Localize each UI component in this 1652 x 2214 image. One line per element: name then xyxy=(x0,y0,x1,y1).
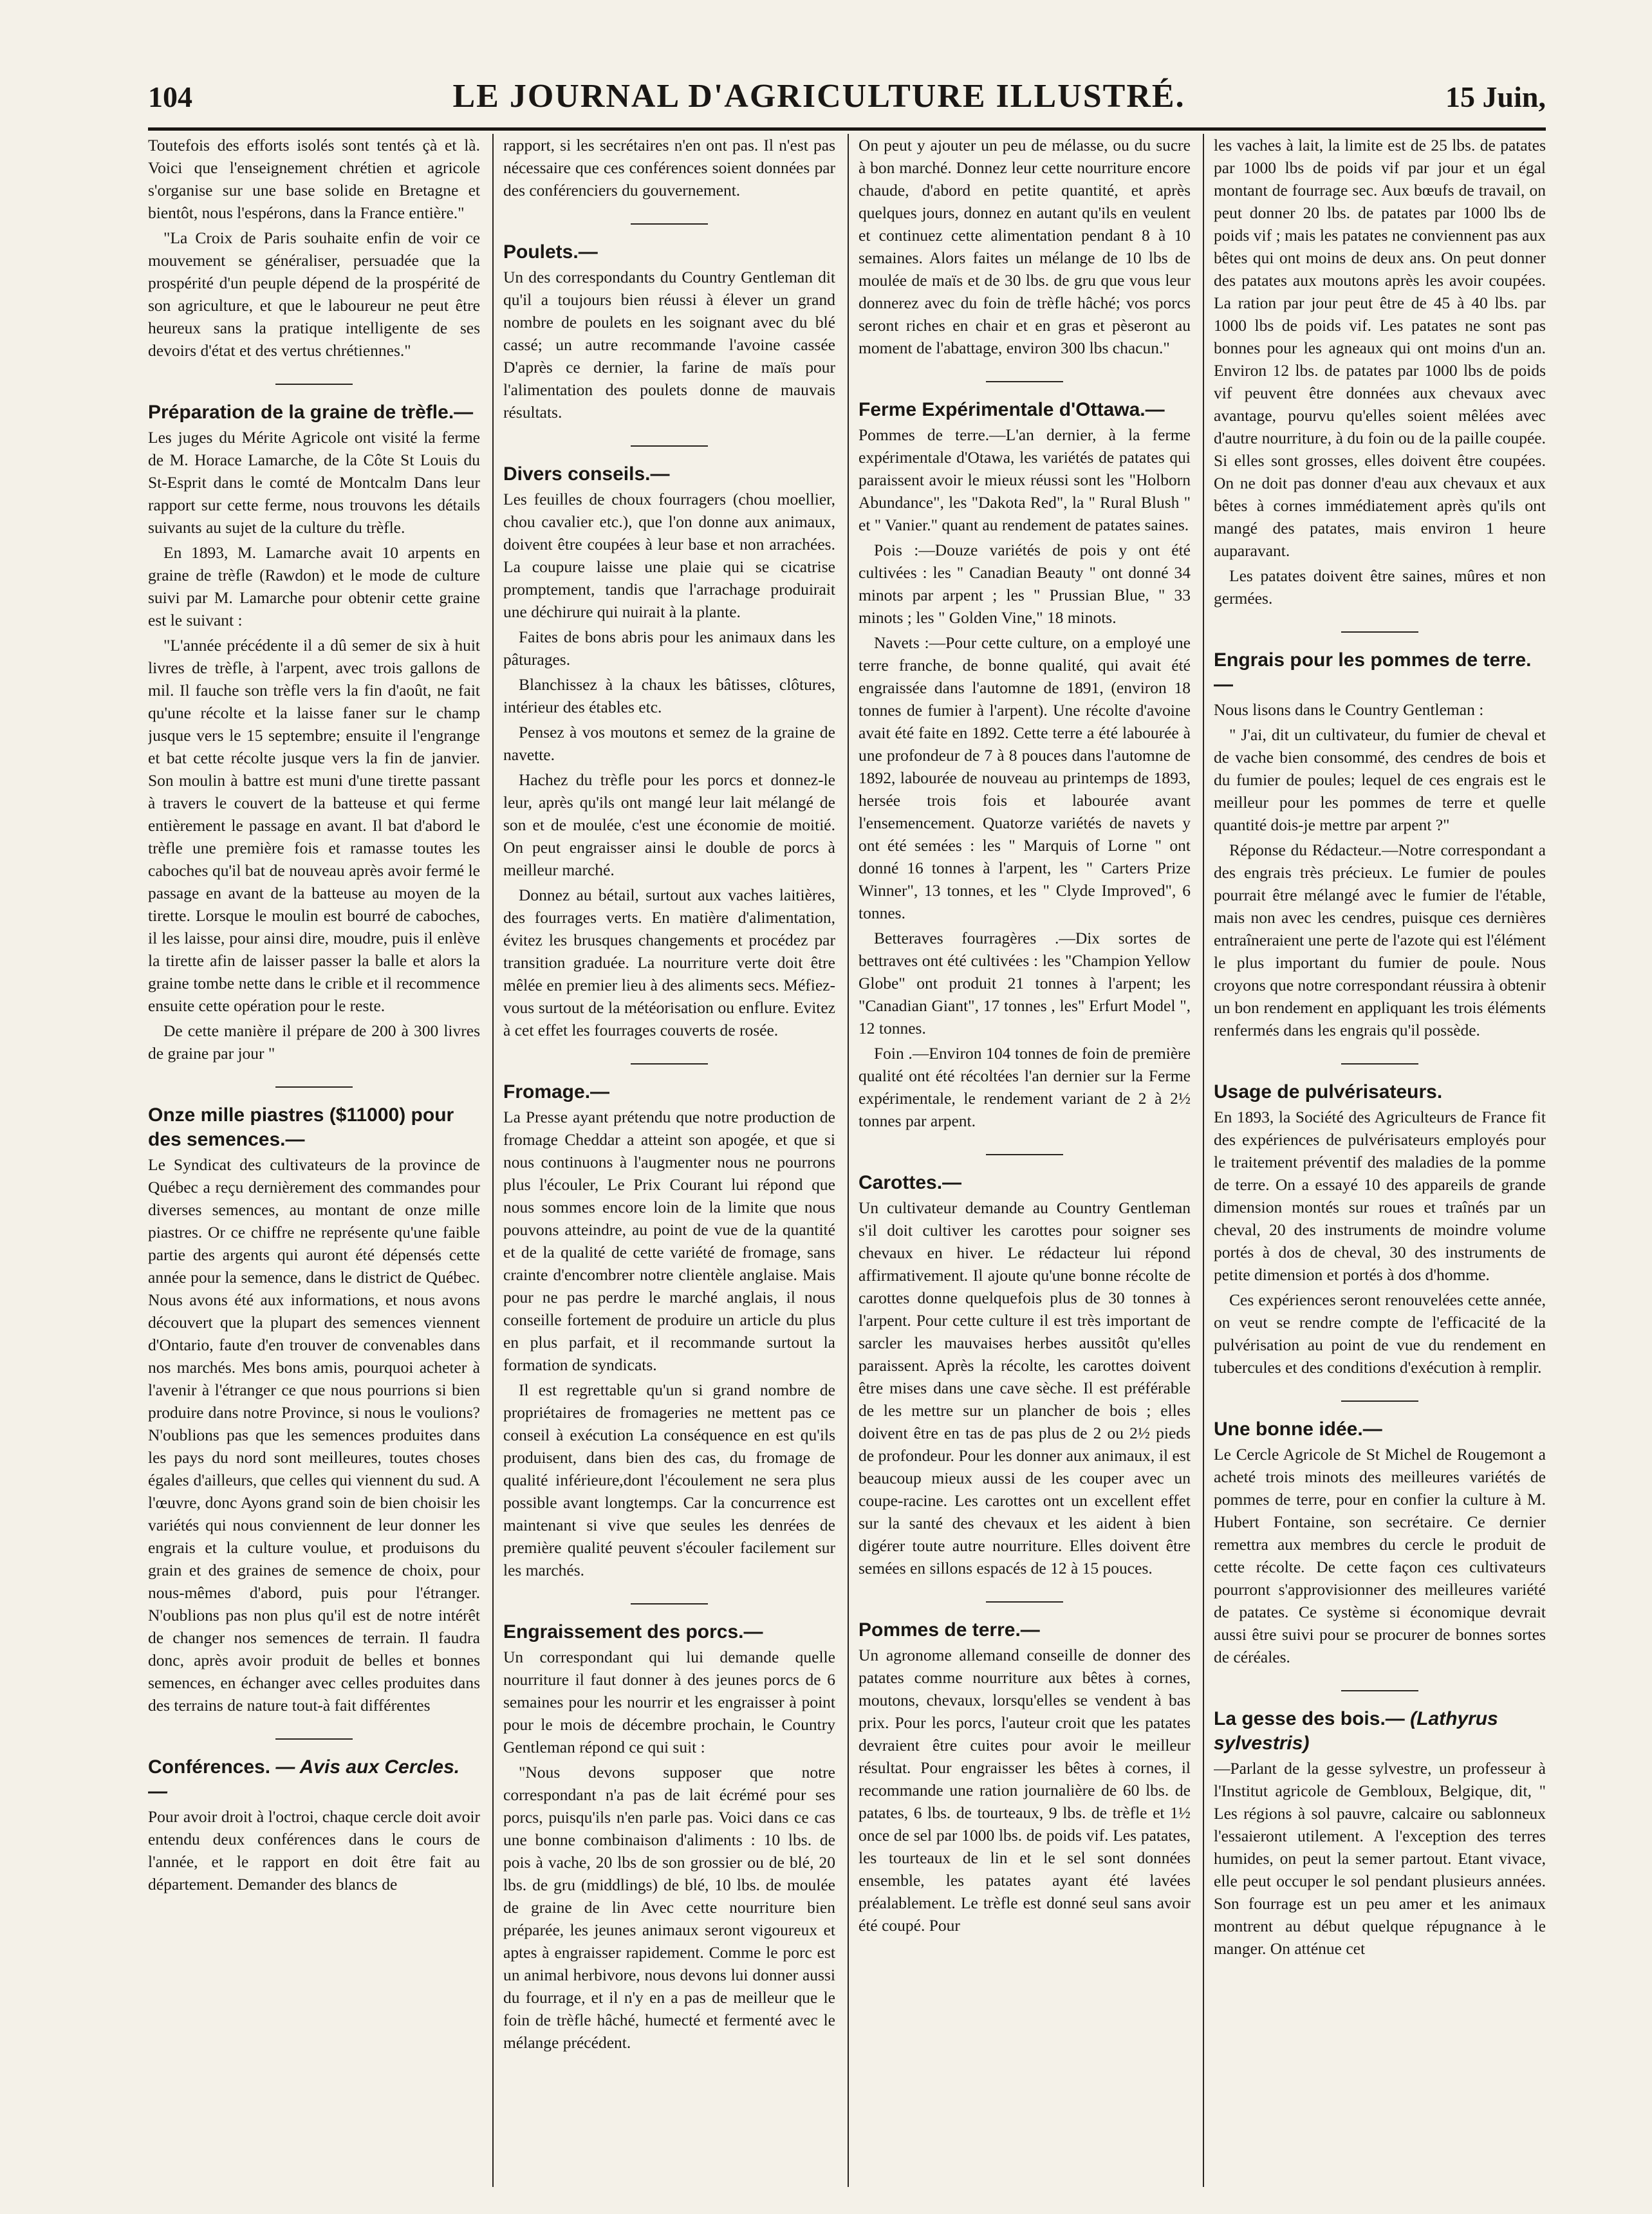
paragraph: "La Croix de Paris souhaite enfin de voir ce mouvement se généraliser, persuadée que la prospérité d'un peuple dépend de la prospérité de son agriculture, et que le laboureur ne peut être heureux sans la pratique intelligente de ses devoirs d'état et des vertus chrétiennes." xyxy=(148,228,480,360)
paragraph: les vaches à lait, la limite est de 25 lbs. de patates par 1000 lbs de poids vif par jour et un égal montant de fourrage sec. Aux bœufs de travail, on peut donner 20 lbs. de patates par 1000 lbs de poids vif ; mais les patates ne conviennent pas aux bêtes qui ont moins de deux ans. On peut donner des patates aux moutons après les avoir coupées. La ration par jour peut être de 45 à 40 lbs. par 1000 lbs de poids vif. Les patates ne sont pas bonnes pour les agneaux qui ont moins d'un an. Environ 12 lbs. de patates par 1000 lbs de poids vif peuvent être données aux chevaux avec avantage, pourvu qu'elles soient mêlées avec d'autre nourriture, à du foin ou de la paille coupée. Si elles sont grosses, elles doivent être coupées. On ne doit pas donner d'eau aux chevaux et aux bêtes à cornes immédiatement après qu'ils ont mangé des patates, mais environ 1 heure auparavant. xyxy=(1214,136,1546,560)
paragraph: De cette manière il prépare de 200 à 300 livres de graine par jour " xyxy=(148,1021,480,1063)
column-4 xyxy=(1214,134,1546,2187)
paragraph: Pensez à vos moutons et semez de la graine de navette. xyxy=(503,723,835,764)
heading-divers-conseils: Divers conseils.— xyxy=(503,463,670,485)
heading-conferences xyxy=(148,1755,480,1804)
paragraph: Hachez du trèfle pour les porcs et donnez-le leur, après qu'ils ont mangé leur lait mélangé de son et de moulée, c'est une économie de moitié. On peut engraisser ainsi le double de porcs à meilleur marché. xyxy=(503,770,835,879)
paragraph: Foin .—Environ 104 tonnes de foin de première qualité ont été récoltées l'an dernier sur la Ferme expérimentale, le rendement variant de 2 à 2½ tonnes par arpent. xyxy=(858,1044,1191,1130)
column-2 xyxy=(503,134,835,2187)
paragraph: Ces expériences seront renouvelées cette année, on veut se rendre compte de l'efficacité de la pulvérisation au point de vue du rendement en tubercules et des conditions d'exécution à remplir. xyxy=(1214,1290,1546,1377)
paragraph: Un des correspondants du Country Gentleman dit qu'il a toujours bien réussi à élever un grand nombre de poulets en les soignant avec du blé cassé; un autre recommande l'avoine cassée D'après ce dernier, la farine de maïs pour l'alimentation des poulets donne de mauvais résultats. xyxy=(503,268,835,422)
section-separator xyxy=(1341,1690,1418,1691)
paragraph: Nous lisons dans le Country Gentleman : xyxy=(1214,700,1484,719)
section-separator xyxy=(1341,631,1418,633)
paragraph: " J'ai, dit un cultivateur, du fumier de cheval et de vache bien consommé, des cendres de bois et du fumier de poules; lequel de ces engrais est le meilleur pour les pommes de terre et quelle quantité dois-je mettre par arpent ?" xyxy=(1214,725,1546,834)
section-separator xyxy=(986,1154,1063,1155)
article-columns xyxy=(148,134,1546,2187)
paragraph: Pois :—Douze variétés de pois y ont été cultivées : les " Canadian Beauty " ont donné 34 minots par arpent ; les " Prussian Blue, " 33 minots ; les " Golden Vine," 18 minots. xyxy=(858,541,1191,627)
heading-gesse-title: La gesse des bois.— xyxy=(1214,1708,1405,1729)
section-separator xyxy=(1341,1400,1418,1402)
page-number: 104 xyxy=(148,80,192,113)
paragraph: Blanchissez à la chaux les bâtisses, clôtures, intérieur des étables etc. xyxy=(503,675,835,716)
paragraph: Pommes de terre.—L'an dernier, à la ferme expérimentale d'Otawa, les variétés de patates qui paraissent avoir le mieux réussi sont les "Holborn Abundance", les "Dakota Red", la " Rural Blush " et " Vanier." quant au rendement de patates saines. xyxy=(858,425,1191,534)
section-separator xyxy=(986,381,1063,382)
heading-gesse-latin: (Lathyrus sylvestris) xyxy=(1214,1708,1498,1754)
heading-onze-mille-piastres: Onze mille piastres ($11000) pour des semences.— xyxy=(148,1104,454,1150)
issue-date: 15 Juin, xyxy=(1445,80,1546,113)
heading-poulets: Poulets.— xyxy=(503,241,598,263)
paragraph: Les patates doivent être saines, mûres et non germées. xyxy=(1214,566,1546,608)
heading-conferences-title: Conférences. xyxy=(148,1756,271,1778)
column-divider xyxy=(492,134,494,2187)
column-3 xyxy=(858,134,1191,2187)
paragraph: Réponse du Rédacteur.—Notre correspondant a des engrais très précieux. Le fumier de poules pourrait être mélangé avec le fumier de l'étable, mais non avec les cendres, puisque ces dernières entraîneraient une perte de l'azote qui est l'élément le plus important du fumier de poule. Nous croyons que notre correspondant réussira à obtenir un bon rendement en appliquant les trois éléments renfermés dans les engrais qu'il possède. xyxy=(1214,841,1546,1039)
section-separator xyxy=(631,223,708,225)
column-divider xyxy=(1203,134,1204,2187)
paragraph: Un agronome allemand conseille de donner des patates comme nourriture aux bêtes à cornes, moutons, chevaux, lorsqu'elles se vendent à bas prix. Pour les porcs, l'auteur croit que les patates devraient être cuites pour avoir le meilleur résultat. Pour engraisser les bêtes à cornes, il recommande une ration journalière de 60 lbs. de patates, 6 lbs. de tourteaux, 9 lbs. de trèfle et 1½ once de sel par 1000 lbs. de poids vif. Les patates, les tourteaux de lin et le sel sont données ensemble, les patates ayant été lavées préalablement. Le trèfle est donné seul sans avoir été coupé. Pour xyxy=(858,1646,1191,1935)
paragraph: La Presse ayant prétendu que notre production de fromage Cheddar a atteint son apogée, et que si nous continuons à l'augmenter nous ne pourrons plus l'écouler, Le Prix Courant lui répond que nous sommes encore loin de la limite que nous pouvons atteindre, au point de vue de la quantité et de la qualité de cette variété de fromage, sans crainte d'encombrer notre clientèle anglaise. Mais pour ne pas perdre le marché anglais, il nous conseille fortement de produire un article du plus en plus parfait, et il recommande surtout la formation de syndicats. xyxy=(503,1108,835,1374)
heading-ferme-experimentale: Ferme Expérimentale d'Ottawa.— xyxy=(858,399,1165,420)
paragraph: Betteraves fourragères .—Dix sortes de bettraves ont été cultivées : les "Champion Yellow Globe" ont produit 21 tonnes à l'arpent; les "Canadian Giant", 17 tonnes , les" Erfurt Model ", 12 tonnes. xyxy=(858,929,1191,1037)
section-separator xyxy=(275,1738,353,1740)
heading-carottes: Carottes.— xyxy=(858,1172,962,1193)
paragraph: On peut y ajouter un peu de mélasse, ou du sucre à bon marché. Donnez leur cette nourriture encore chaude, d'abord en petite quantité, et après quelques jours, donnez en autant qu'ils en veulent et continuez cette alimentation pendant 8 à 10 semaines. Alors faites un mélange de 10 lbs de moulée de maïs et de 30 lbs. de gru que vous leur donnerez avec du foin de trèfle hâché; vos porcs seront riches en chair et en gras et pèseront au moment de l'abattage, environ 300 lbs chacun." xyxy=(858,136,1191,357)
paragraph: "L'année précédente il a dû semer de six à huit livres de trèfle, à l'arpent, avec trois gallons de mil. Il fauche son trèfle vers la fin d'août, ne fait qu'une récolte et la laisse faner sur le champ jusque vers le 15 septembre; ensuite il l'engrange et bat cette récolte jusque vers la fin de janvier. Son moulin à battre est muni d'une tirette passant à travers le couvert de la batteuse et qui ferme entièrement le passage en avant. Il bat d'abord le trèfle une première fois et ramasse toutes les caboches qu'il bat de nouveau après avoir fermé le passage en avant de la batteuse au moyen de la tirette. Lorsque le moulin est bourré de caboches, il les laisse, pour ainsi dire, moudre, puis il enlève la tirette afin de laisser passer la balle et alors la graine tombe nette dans le crible et il recommence ensuite cette opération pour le reste. xyxy=(148,636,480,1015)
section-separator xyxy=(631,1603,708,1605)
paragraph: rapport, si les secrétaires n'en ont pas. Il n'est pas nécessaire que ces conférences soient données par des conférenciers du gouvernement. xyxy=(503,136,835,200)
paragraph: "Nous devons supposer que notre correspondant n'a pas de lait écrémé pour ses porcs, puisqu'ils n'en parle pas. Voici dans ce cas une bonne combinaison d'aliments : 10 lbs. de pois à vache, 20 lbs de son grossier ou de blé, 20 lbs. de gru (middlings) de blé, 10 lbs. de moulée de graine de lin Avec cette nourriture bien préparée, les jeunes animaux seront vigoureux et aptes à engraisser rapidement. Comme le porc est un animal herbivore, nous devons lui donner aussi du fourrage, et il n'y en a pas de meilleur que le foin de trèfle hâché, humecté et fermenté avec le mélange précédent. xyxy=(503,1763,835,2052)
heading-gesse-des-bois xyxy=(1214,1707,1546,1756)
heading-graine-trefle: Préparation de la graine de trèfle.— xyxy=(148,402,474,423)
paragraph: —Parlant de la gesse sylvestre, un professeur à l'Institut agricole de Gembloux, Belgique, dit, " Les régions à sol pauvre, calcaire ou sablonneux l'essaieront utilement. A l'exception des terres humides, on peut la semer partout. Etant vivace, elle peut occuper le sol pendant plusieurs années. Son fourrage est un peu amer et les animaux montrent au début quelque répugnance à le manger. On atténue cet xyxy=(1214,1759,1546,1958)
paragraph: Toutefois des efforts isolés sont tentés çà et là. Voici que l'enseignement chrétien et agricole s'organise sur une base solide en Bretagne et bientôt, nous l'espérons, dans la France entière." xyxy=(148,136,480,222)
journal-title: LE JOURNAL D'AGRICULTURE ILLUSTRÉ. xyxy=(452,78,1185,115)
paragraph: Les juges du Mérite Agricole ont visité la ferme de M. Horace Lamarche, de la Côte St Louis du St-Esprit dans le comté de Montcalm Dans leur rapport sur cette ferme, nous trouvons les détails suivants au sujet de la culture du trèfle. xyxy=(148,428,480,537)
heading-engraissement-porcs: Engraissement des porcs.— xyxy=(503,1621,763,1642)
section-separator xyxy=(631,1063,708,1065)
section-separator xyxy=(631,445,708,447)
paragraph: Un cultivateur demande au Country Gentleman s'il doit cultiver les carottes pour soigner ses chevaux en hiver. Le rédacteur lui répond affirmativement. Il ajoute qu'une bonne récolte de carottes donne quelquefois plus de 30 tonnes à l'arpent. Pour cette culture il est très important de sarcler les mauvaises herbes aussitôt qu'elles paraissent. Après la récolte, les carottes doivent être mises dans une cave sèche. Il est préférable de les mettre sur un plancher de bois ; elles doivent être en tas de pas plus de 2 ou 2½ pieds de profondeur. Pour les donner aux animaux, il est beaucoup mieux aussi de les couper avec un coupe-racine. Les carottes ont un excellent effet sur la santé des chevaux et les aident à bien digérer toute autre nourriture. Elles doivent être semées en sillons espacés de 12 à 15 pouces. xyxy=(858,1198,1191,1577)
paragraph: Il est regrettable qu'un si grand nombre de propriétaires de fromageries ne mettent pas ce conseil à exécution La conséquence en est qu'ils produisent, dans bien des cas, du fromage de qualité inférieure,dont l'écoulement ne sera plus possible avant longtemps. Car la concurrence est maintenant si vive que seules les denrées de première qualité peuvent s'écouler facilement sur les marchés. xyxy=(503,1381,835,1579)
section-separator xyxy=(1341,1063,1418,1065)
paragraph: En 1893, M. Lamarche avait 10 arpents en graine de trèfle (Rawdon) et le mode de culture suivi par M. Lamarche pour obtenir cette graine est le suivant : xyxy=(148,543,480,629)
heading-bonne-idee: Une bonne idée.— xyxy=(1214,1419,1382,1440)
section-separator xyxy=(275,384,353,385)
header-rule xyxy=(148,127,1546,131)
paragraph: Pour avoir droit à l'octroi, chaque cercle doit avoir entendu deux conférences dans le cours de l'année, et le rapport en doit être fait au département. Demander des blancs de xyxy=(148,1807,480,1893)
heading-conferences-sub: — Avis aux Cercles. — xyxy=(148,1756,460,1802)
paragraph: Navets :—Pour cette culture, on a employé une terre franche, de bonne qualité, qui avait été engraissée dans l'automne de 1891, (environ 18 tonnes de fumier à l'arpent). Une récolte d'avoine avait été faite en 1892. Cette terre a été labourée à une profondeur de 7 à 8 pouces dans l'automne de 1892, labourée de nouveau au printemps de 1893, hersée trois fois et labourée avant l'ensemencement. Quatorze variétés de navets y ont été semées : les " Marquis of Lorne " ont donné 16 tonnes à l'arpent, les " Carters Prize Winner", 13 tonnes, et les " Clyde Improved", 6 tonnes. xyxy=(858,633,1191,922)
heading-engrais-pommes: Engrais pour les pommes de terre.— xyxy=(1214,649,1532,695)
section-separator xyxy=(275,1086,353,1088)
page-header xyxy=(148,77,1546,122)
paragraph: Le Syndicat des cultivateurs de la province de Québec a reçu dernièrement des commandes pour diverses semences, au montant de onze mille piastres. Or ce chiffre ne représente qu'une faible partie des argents qui auront été dépensés cette année pour la semence, dans le district de Québec. Nous avons été aux informations, et nous avons découvert que la plupart des semences viennent d'Ontario, faute d'en trouver de convenables dans nos marchés. Mes bons amis, pourquoi acheter à l'avenir à l'étranger ce que nous pourrions si bien produire dans notre Province, si nous le voulions? N'oublions pas que les semences produites dans les pays du nord sont meilleures, toutes choses égales d'ailleurs, que celles qui viennent du sud. A l'œuvre, donc Ayons grand soin de bien choisir les variétés qui nous conviennent de leur donner les engrais et la culture voulue, et produisons du grain et des graines de semence de choix, pour nous-mêmes d'abord, puis pour l'étranger. N'oublions pas non plus qu'il est de notre intérêt de changer nos semences de terrain. Il faudra donc, après avoir produit de belles et bonnes semences, en échanger avec celles produites dans des terrains de nature tout-à fait différentes xyxy=(148,1155,480,1715)
column-1 xyxy=(148,134,480,2187)
paragraph: Les feuilles de choux fourragers (chou moellier, chou cavalier etc.), que l'on donne aux animaux, doivent être coupées à leur base et non arrachées. La coupure laisse une plaie qui se cicatrise promptement, tandis que l'arrachage produirait une déchirure qui nuirait à la plante. xyxy=(503,490,835,621)
heading-pommes-de-terre: Pommes de terre.— xyxy=(858,1619,1040,1641)
section-separator xyxy=(986,1601,1063,1603)
paragraph: Faites de bons abris pour les animaux dans les pâturages. xyxy=(503,628,835,669)
paragraph: Un correspondant qui lui demande quelle nourriture il faut donner à des jeunes porcs de 6 semaines pour les nourrir et les engraisser à point pour le mois de décembre prochain, le Country Gentleman répond ce qui suit : xyxy=(503,1648,835,1756)
paragraph: En 1893, la Société des Agriculteurs de France fit des expériences de pulvérisateurs employés pour le traitement préventif des maladies de la pomme de terre. On a essayé 10 des appareils de grande dimension montés sur roues et traînés par un cheval, 20 des instruments de moindre volume portés à dos de cheval, 30 des instruments de petite dimension et portés à dos d'homme. xyxy=(1214,1108,1546,1284)
heading-pulverisateurs: Usage de pulvérisateurs. xyxy=(1214,1081,1443,1102)
paragraph: Donnez au bétail, surtout aux vaches laitières, des fourrages verts. En matière d'alimentation, évitez les brusques changements et procédez par transition graduée. La nourriture verte doit être mêlée en premier lieu à des aliments secs. Méfiez-vous surtout de la météorisation ou enflure. Evitez à cet effet les fourrages couverts de rosée. xyxy=(503,886,835,1039)
heading-fromage: Fromage.— xyxy=(503,1081,610,1102)
paragraph: Le Cercle Agricole de St Michel de Rougemont a acheté trois minots des meilleures variétés de pommes de terre, pour en confier la culture à M. Hubert Fontaine, son secrétaire. Ce dernier remettra aux membres du cercle le produit de cette récolte. De cette façon ces cultivateurs pourront s'approvisionner des meilleures variété de patates. Ce système si économique devrait aussi être suivi pour se procurer de bonnes sortes de céréales. xyxy=(1214,1445,1546,1666)
column-divider xyxy=(848,134,849,2187)
